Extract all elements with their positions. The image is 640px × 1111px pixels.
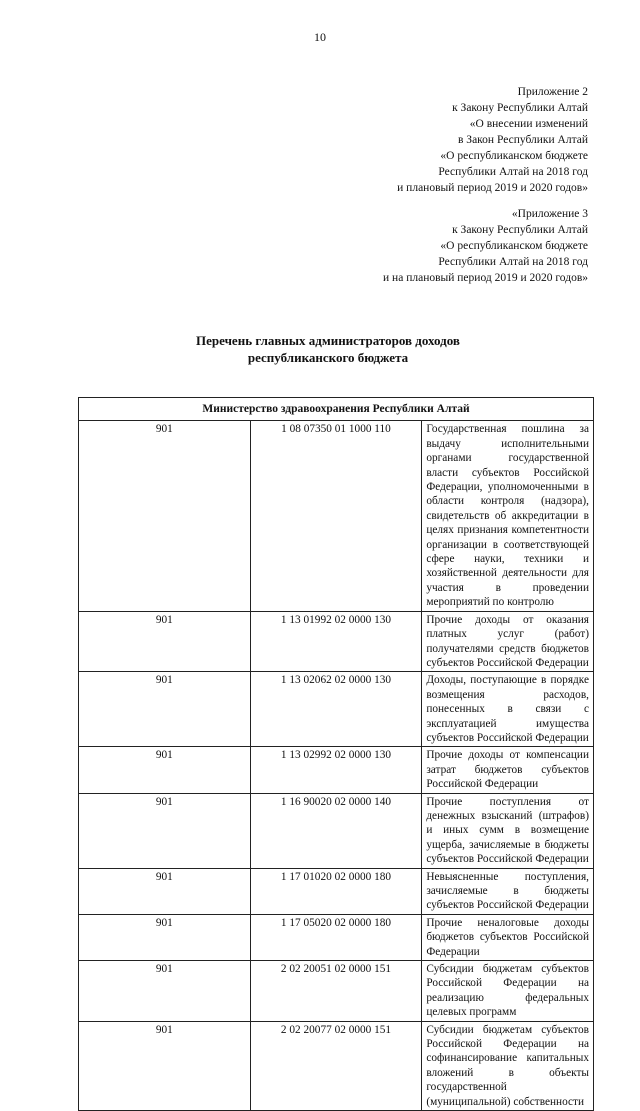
title-line: республиканского бюджета (247, 350, 409, 365)
table-row (79, 672, 594, 747)
table-body (79, 421, 594, 1111)
revenue-code-cell: 1 13 01992 02 0000 130 (250, 611, 422, 672)
admin-code-cell: 901 (79, 1021, 251, 1110)
revenue-name-cell: Доходы, поступающие в порядке возмещения расходов, понесенных в связи с эксплуатацией имущества субъектов Российской Федерации (422, 672, 594, 747)
appendix-line: Приложение 2 (517, 86, 588, 98)
revenue-code-cell: 1 08 07350 01 1000 110 (250, 421, 422, 611)
appendix-line: «О внесении изменений (469, 118, 588, 130)
revenue-code-cell: 2 02 20051 02 0000 151 (250, 961, 422, 1022)
revenue-name-cell: Прочие доходы от оказания платных услуг (работ) получателями средств бюджетов субъектов Российской Федерации (422, 611, 594, 672)
revenue-code-cell: 1 17 05020 02 0000 180 (250, 914, 422, 960)
table-row (79, 868, 594, 914)
appendix-line: «О республиканском бюджете (440, 150, 588, 162)
appendix-line: к Закону Республики Алтай (452, 224, 588, 236)
section-header: Министерство здравоохранения Республики Алтай (79, 398, 594, 421)
revenue-name-cell: Государственная пошлина за выдачу исполнительными органами государственной власти субъектов Российской Федерации, уполномоченными в области контроля (надзора), свидетельств об аккредитации в целях признания компетентности организации в соответствующей сфере науки, техники и хозяйственной деятельности для участия в проведении мероприятий по контролю (422, 421, 594, 611)
revenue-code-cell: 1 16 90020 02 0000 140 (250, 793, 422, 868)
admin-code-cell: 901 (79, 421, 251, 611)
admin-code-cell: 901 (79, 747, 251, 793)
admin-code-cell: 901 (79, 793, 251, 868)
title-line: Перечень главных администраторов доходов (196, 333, 460, 348)
appendix-line: Республики Алтай на 2018 год (438, 256, 588, 268)
appendix-line: Республики Алтай на 2018 год (438, 166, 588, 178)
admin-code-cell: 901 (79, 914, 251, 960)
revenue-code-cell: 2 02 20077 02 0000 151 (250, 1021, 422, 1110)
revenue-code-cell: 1 13 02062 02 0000 130 (250, 672, 422, 747)
admin-code-cell: 901 (79, 672, 251, 747)
table-row (79, 1021, 594, 1110)
appendix-2-heading (397, 84, 588, 196)
revenue-code-cell: 1 13 02992 02 0000 130 (250, 747, 422, 793)
appendix-line: «О республиканском бюджете (440, 240, 588, 252)
revenue-name-cell: Субсидии бюджетам субъектов Российской Федерации на софинансирование капитальных вложений в объекты государственной (муниципальной) собственности (422, 1021, 594, 1110)
table-row (79, 611, 594, 672)
table-row (79, 961, 594, 1022)
document-title (0, 332, 640, 366)
appendix-line: к Закону Республики Алтай (452, 102, 588, 114)
section-header-row (79, 398, 594, 421)
appendix-line: в Закон Республики Алтай (458, 134, 588, 146)
revenue-name-cell: Субсидии бюджетам субъектов Российской Федерации на реализацию федеральных целевых программ (422, 961, 594, 1022)
appendix-line: «Приложение 3 (511, 208, 588, 220)
table-row (79, 421, 594, 611)
admin-code-cell: 901 (79, 961, 251, 1022)
appendix-3-heading (383, 206, 588, 286)
admin-code-cell: 901 (79, 868, 251, 914)
revenue-name-cell: Прочие доходы от компенсации затрат бюджетов субъектов Российской Федерации (422, 747, 594, 793)
revenue-name-cell: Прочие поступления от денежных взысканий (штрафов) и иных сумм в возмещение ущерба, зачисляемые в бюджеты субъектов Российской Федерации (422, 793, 594, 868)
revenue-administrators-table (78, 397, 594, 1111)
table-row (79, 747, 594, 793)
table-row (79, 793, 594, 868)
revenue-name-cell: Прочие неналоговые доходы бюджетов субъектов Российской Федерации (422, 914, 594, 960)
appendix-line: и на плановый период 2019 и 2020 годов» (383, 272, 588, 284)
table-row (79, 914, 594, 960)
revenue-code-cell: 1 17 01020 02 0000 180 (250, 868, 422, 914)
page-number: 10 (314, 30, 326, 44)
appendix-line: и плановый период 2019 и 2020 годов» (397, 182, 588, 194)
admin-code-cell: 901 (79, 611, 251, 672)
revenue-name-cell: Невыясненные поступления, зачисляемые в бюджеты субъектов Российской Федерации (422, 868, 594, 914)
